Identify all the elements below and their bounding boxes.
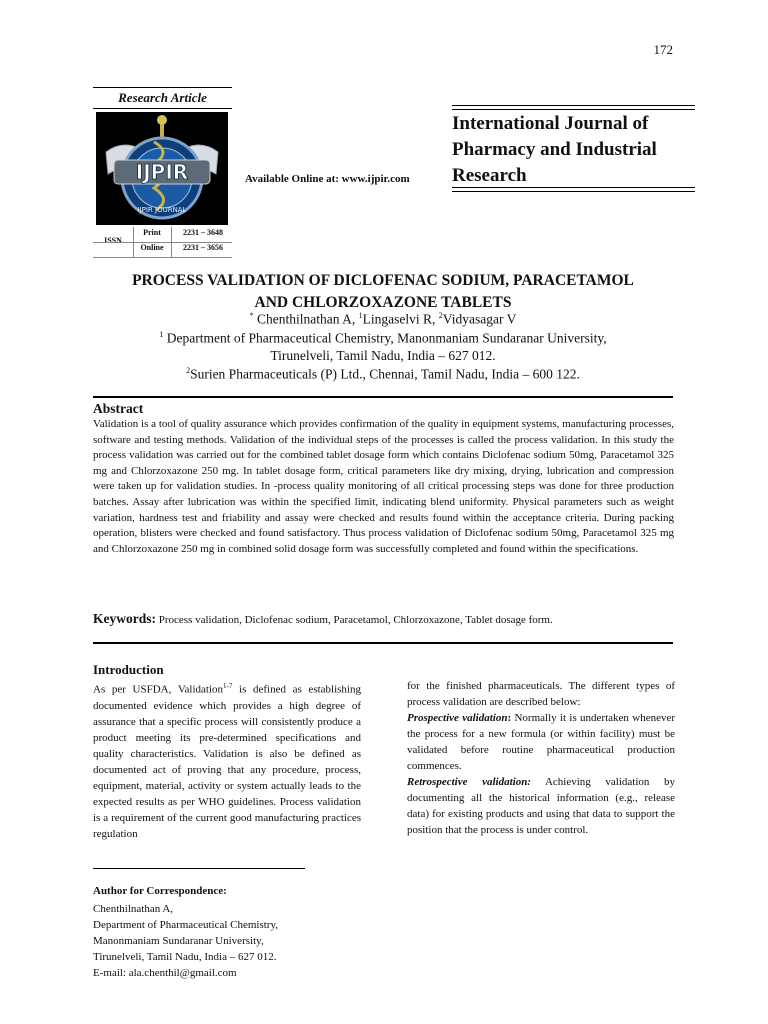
prospective-paragraph bbox=[407, 710, 675, 774]
keywords-text: Process validation, Diclofenac sodium, Paracetamol, Chlorzoxazone, Tablet dosage form. bbox=[156, 614, 553, 626]
keywords-label: Keywords: bbox=[93, 611, 156, 626]
rule bbox=[93, 87, 232, 88]
intro-left-column bbox=[93, 678, 361, 842]
affiliation-mark: 1 bbox=[159, 330, 164, 339]
citation-ref: 1-7 bbox=[223, 682, 233, 690]
title-line: AND CHLORZOXAZONE TABLETS bbox=[254, 294, 512, 311]
author-list bbox=[93, 311, 673, 328]
correspondence-line: Chenthilnathan A, bbox=[93, 903, 174, 915]
author-mark: 2 bbox=[438, 311, 443, 320]
table-rule bbox=[93, 242, 232, 243]
journal-title bbox=[452, 111, 695, 189]
colon: : bbox=[507, 712, 512, 724]
abstract-heading: Abstract bbox=[93, 401, 144, 416]
journal-title-line: Research bbox=[452, 165, 527, 186]
title-line: PROCESS VALIDATION OF DICLOFENAC SODIUM, PARACETAMOL bbox=[132, 272, 634, 289]
affiliation-1-cont: Tirunelveli, Tamil Nadu, India – 627 012. bbox=[270, 348, 496, 363]
retrospective-paragraph bbox=[407, 774, 675, 838]
correspondence-email: E-mail: ala.chenthil@gmail.com bbox=[93, 967, 237, 979]
rule bbox=[452, 109, 695, 110]
footnote-rule bbox=[93, 868, 305, 869]
author: Lingaselvi R, bbox=[362, 311, 439, 327]
table-rule bbox=[93, 257, 232, 258]
ijpir-logo-icon bbox=[96, 112, 228, 225]
journal-title-line: International Journal of bbox=[452, 113, 649, 134]
available-online: Available Online at: www.ijpir.com bbox=[245, 173, 410, 185]
intro-text: As per USFDA, Validation bbox=[93, 683, 224, 696]
prospective-text: Normally it is undertaken whenever the process for a new formula (or within facility) must be validated before routine pharmaceutical production commences. bbox=[407, 712, 675, 772]
issn-online-label: Online bbox=[140, 243, 164, 252]
logo-text: IJPIR bbox=[135, 160, 189, 184]
article-title bbox=[93, 270, 673, 314]
issn-print-label: Print bbox=[143, 228, 161, 237]
correspondence-line: Tirunelveli, Tamil Nadu, India – 627 012. bbox=[93, 951, 277, 963]
affiliation-mark: 2 bbox=[186, 366, 191, 375]
correspondence-line: Manonmaniam Sundaranar University, bbox=[93, 935, 264, 947]
rule bbox=[452, 105, 695, 106]
journal-title-line: Pharmacy and Industrial bbox=[452, 139, 657, 160]
keywords bbox=[93, 611, 674, 627]
author-mark: * bbox=[249, 311, 254, 320]
intro-right-column bbox=[407, 678, 675, 838]
rule bbox=[452, 191, 695, 192]
divider bbox=[93, 396, 673, 398]
correspondence-heading: Author for Correspondence: bbox=[93, 885, 227, 897]
page-number: 172 bbox=[653, 42, 673, 57]
author: Vidyasagar V bbox=[442, 311, 517, 327]
intro-paragraph: for the finished pharmaceuticals. The different types of process validation are described below: bbox=[407, 680, 675, 708]
prospective-label: Prospective validation bbox=[407, 712, 508, 724]
issn-online-value: 2231 – 3656 bbox=[183, 243, 223, 252]
affiliation-2 bbox=[93, 366, 673, 383]
journal-logo bbox=[96, 112, 228, 225]
issn-print-value: 2231 – 3648 bbox=[183, 228, 223, 237]
divider bbox=[93, 642, 673, 644]
abstract-text: Validation is a tool of quality assurance which provides confirmation of the quality in equipment systems, manufacturing processes, software and testing methods. Validation of the individual steps of the processes is called the process validation. In this study the process validation was carried out for the combined tablet dosage form which contains Diclofenac sodium 50mg, Paracetamol 325 mg and Chlorzoxazone 250 mg. In tablet dosage form, critical parameters like dry mixing, drying, lubrication and compression were taken up for validation studies. In -process quality monitoring of all critical processing steps was done for three production batches. Assay after lubrication was within the specified limit, indicating blend uniformity. Physical parameters such as weight variation, hardness test and friability and assay were checked and results found within the acceptance criteria. During packing operation, blisters were checked and found satisfactory. Thus process validation of Diclofenac sodium 50mg, Paracetamol 325 mg and Chlorzoxazone 250 mg in combined solid dosage form was successfully completed and found within the specifications. bbox=[93, 418, 674, 555]
intro-text: is defined as establishing documented evidence which provides a high degree of assurance that a specific process will consistently produce a product meeting its pre-determined specifications and quality characteristics. Validation is also be defined as documented act of proving that any procedure, process, equipment, material, activity or system actually leads to the expected results as per WHO guidelines. Process validation is a requirement of the current good manufacturing practices regulation bbox=[93, 683, 361, 840]
correspondence-line: Department of Pharmaceutical Chemistry, bbox=[93, 919, 279, 931]
correspondence-details bbox=[93, 901, 278, 981]
issn-label: ISSN bbox=[104, 236, 122, 245]
logo-ring-text: IJPIR JOURNAL bbox=[137, 206, 187, 214]
rule bbox=[452, 187, 695, 188]
introduction-heading: Introduction bbox=[93, 662, 164, 677]
retrospective-label: Retrospective validation: bbox=[407, 776, 531, 788]
rule bbox=[93, 108, 232, 109]
article-type-label: Research Article bbox=[118, 90, 207, 105]
affiliation-text: Surien Pharmaceuticals (P) Ltd., Chennai, Tamil Nadu, India – 600 122. bbox=[190, 366, 580, 382]
affiliation-1 bbox=[93, 330, 673, 347]
author: Chenthilnathan A, bbox=[253, 311, 359, 327]
author-mark: 1 bbox=[358, 311, 363, 320]
affiliation-text: Department of Pharmaceutical Chemistry, Manonmaniam Sundaranar University, bbox=[163, 330, 607, 346]
retrospective-text: Achieving validation by documenting all the historical information (e.g., release data) for existing products and using that data to support the position that the process is under control. bbox=[407, 776, 676, 836]
